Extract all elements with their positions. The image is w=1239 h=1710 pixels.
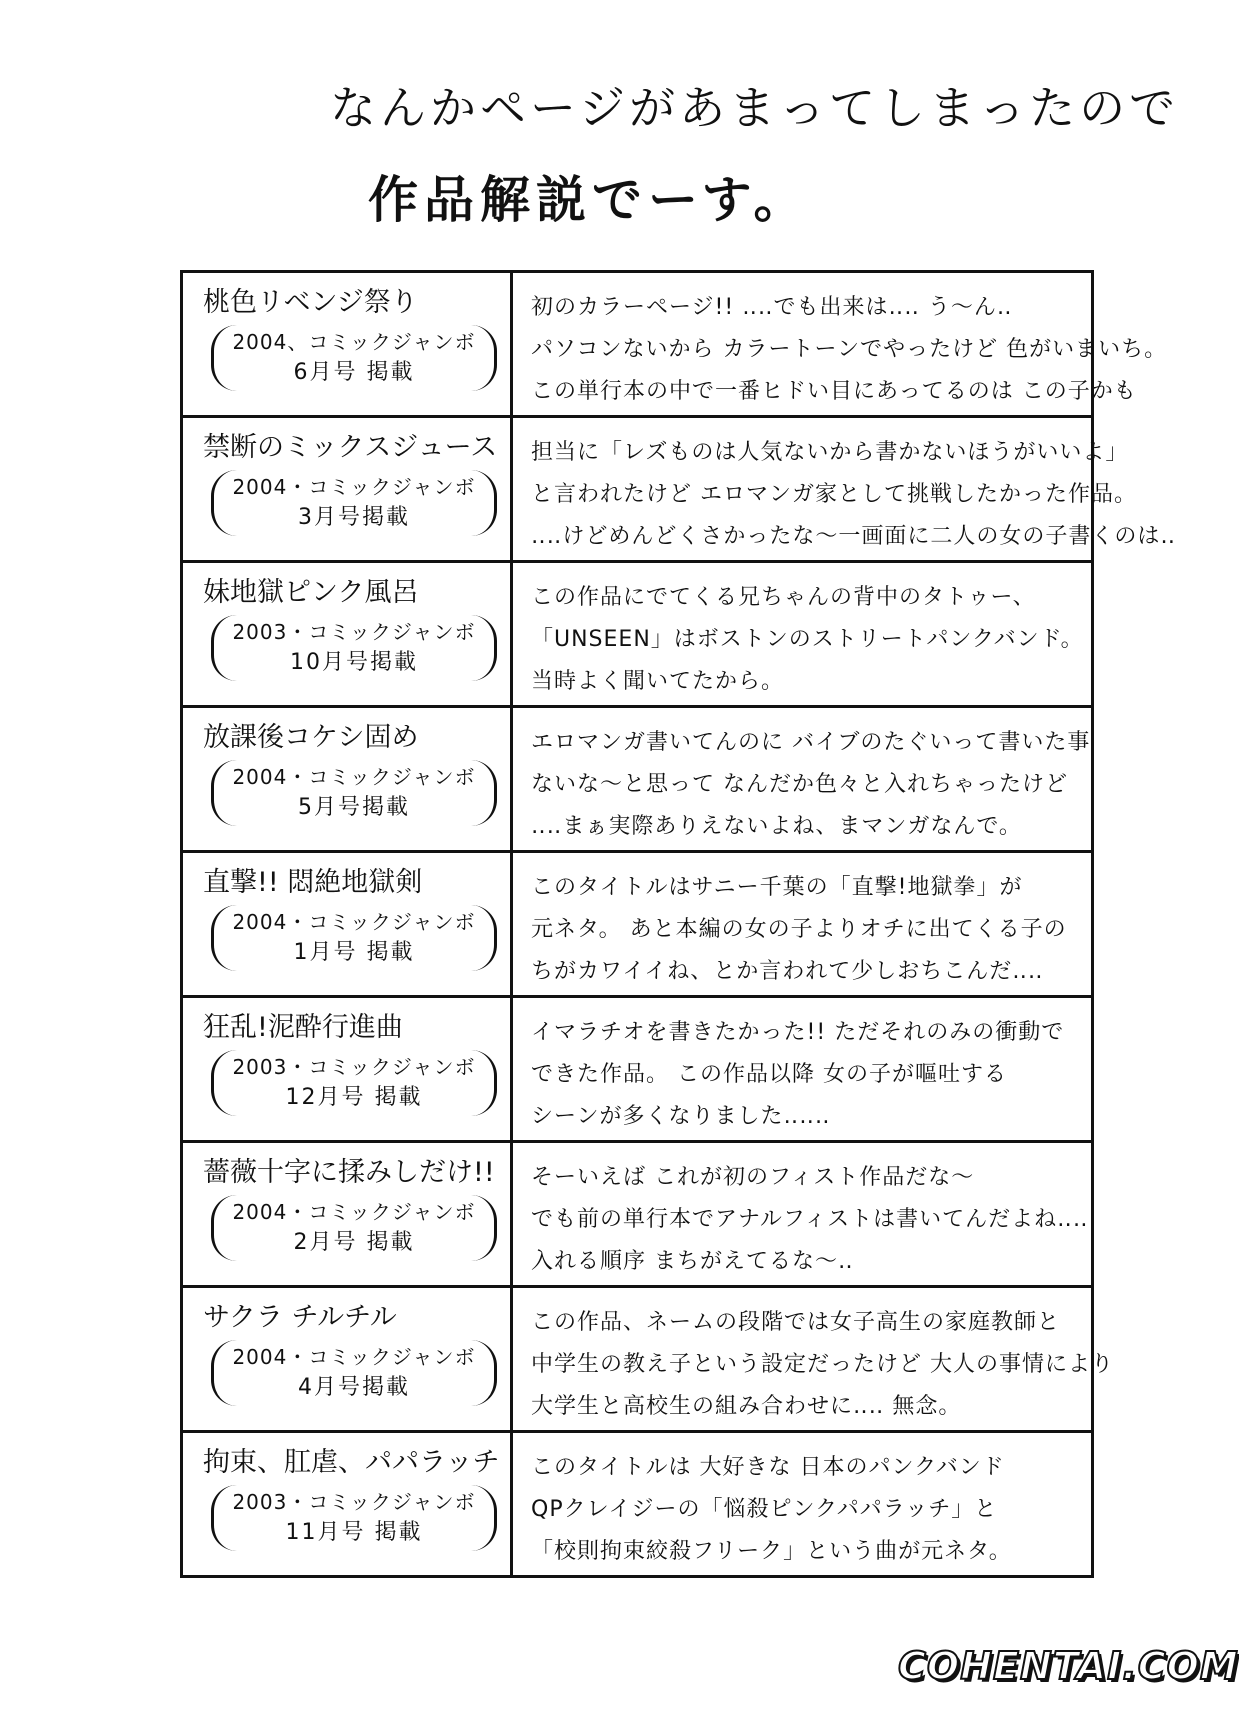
work-info-cell xyxy=(182,1432,512,1577)
work-row xyxy=(182,562,1093,707)
publication-info xyxy=(211,760,497,826)
comment-line: 担当に「レズものは人気ないから書かないほうがいいよ」 xyxy=(531,440,1129,465)
publication-info xyxy=(211,325,497,391)
publication-info xyxy=(211,1340,497,1406)
comment-line: ないな〜と思って なんだか色々と入れちゃったけど xyxy=(531,772,1068,797)
work-comment-cell xyxy=(512,272,1168,417)
comment-line: と言われたけど エロマンガ家として挑戦したかった作品。 xyxy=(531,482,1137,507)
publication-name: 2004、コミックジャンボ xyxy=(232,330,476,354)
heading-line-2: 作品解説でーす。 xyxy=(368,171,810,229)
work-title: サクラ チルチル xyxy=(203,1302,397,1333)
publication-name: 2004・コミックジャンボ xyxy=(232,765,476,789)
publication-info xyxy=(211,615,497,681)
comment-line: 「校則拘束絞殺フリーク」という曲が元ネタ。 xyxy=(531,1539,1012,1564)
work-title: 禁断のミックスジュース xyxy=(203,432,498,463)
work-comment-cell xyxy=(512,1287,1114,1432)
publication-name: 2003・コミックジャンボ xyxy=(232,1490,476,1514)
issue-label: 1月号 掲載 xyxy=(293,940,415,965)
publication-name: 2003・コミックジャンボ xyxy=(232,1055,476,1079)
work-info-cell xyxy=(182,1287,512,1432)
works-commentary-table xyxy=(180,270,1177,1578)
comment-line: このタイトルは 大好きな 日本のパンクバンド xyxy=(531,1455,1005,1480)
work-info-cell xyxy=(182,1142,512,1287)
work-title: 狂乱!泥酔行進曲 xyxy=(203,1012,403,1043)
comment-line: できた作品。 この作品以降 女の子が嘔吐する xyxy=(531,1062,1007,1087)
work-comment-cell xyxy=(512,852,1093,997)
work-row xyxy=(182,707,1093,852)
comment-line: 入れる順序 まちがえてるな〜‥ xyxy=(531,1249,854,1274)
work-comment-cell xyxy=(512,707,1093,852)
work-row xyxy=(182,1142,1093,1287)
work-info-cell xyxy=(182,852,512,997)
comment-line: パソコンないから カラートーンでやったけど 色がいまいち。 xyxy=(531,337,1168,362)
issue-label: 6月号 掲載 xyxy=(293,360,415,385)
work-title: 妹地獄ピンク風呂 xyxy=(203,577,419,608)
work-title: 拘束、肛虐、パパラッチ xyxy=(203,1447,500,1478)
comment-line: 中学生の教え子という設定だったけど 大人の事情により xyxy=(531,1352,1114,1377)
work-comment-cell xyxy=(512,562,1093,707)
site-watermark: COHENTAI.COM xyxy=(898,1644,1239,1688)
work-info-cell xyxy=(182,417,512,562)
work-row xyxy=(182,417,1093,562)
work-comment-cell xyxy=(512,1142,1093,1287)
publication-info xyxy=(211,1195,497,1261)
issue-label: 10月号掲載 xyxy=(290,650,418,675)
work-comment-cell xyxy=(512,1432,1093,1577)
issue-label: 5月号掲載 xyxy=(298,795,410,820)
publication-info xyxy=(211,1050,497,1116)
comment-line: イマラチオを書きたかった!! ただそれのみの衝動で xyxy=(531,1020,1065,1045)
comment-line: 当時よく聞いてたから。 xyxy=(531,669,785,694)
comment-line: シーンが多くなりました‥‥‥ xyxy=(531,1104,831,1129)
work-comment-cell xyxy=(512,417,1177,562)
comment-line: この作品、ネームの段階では女子高生の家庭教師と xyxy=(531,1310,1061,1335)
comment-line: QPクレイジーの「悩殺ピンクパパラッチ」と xyxy=(531,1497,998,1522)
publication-name: 2004・コミックジャンボ xyxy=(232,475,476,499)
comment-line: ‥‥まぁ実際ありえないよね、まマンガなんで。 xyxy=(531,814,1022,839)
comment-line: そーいえば これが初のフィスト作品だな〜 xyxy=(531,1165,975,1190)
comment-line: 元ネタ。 あと本編の女の子よりオチに出てくる子の xyxy=(531,917,1067,942)
publication-info xyxy=(211,470,497,536)
work-row xyxy=(182,1287,1093,1432)
comment-line: このタイトルはサニー千葉の「直撃!地獄拳」が xyxy=(531,875,1023,900)
work-title: 放課後コケシ固め xyxy=(203,722,419,753)
work-row xyxy=(182,272,1093,417)
publication-info xyxy=(211,1485,497,1551)
work-info-cell xyxy=(182,272,512,417)
issue-label: 3月号掲載 xyxy=(298,505,410,530)
work-info-cell xyxy=(182,562,512,707)
comment-line: 初のカラーページ!! ‥‥でも出来は‥‥ う〜ん‥ xyxy=(531,295,1013,320)
comment-line: ‥‥けどめんどくさかったな〜一画面に二人の女の子書くのは‥ xyxy=(531,524,1177,549)
publication-name: 2004・コミックジャンボ xyxy=(232,1200,476,1224)
comment-line: ちがカワイイね、とか言われて少しおちこんだ‥‥ xyxy=(531,959,1044,984)
work-info-cell xyxy=(182,997,512,1142)
issue-label: 2月号 掲載 xyxy=(293,1230,415,1255)
issue-label: 12月号 掲載 xyxy=(285,1085,423,1110)
heading-line-1: なんかページがあまってしまったので xyxy=(330,81,1180,135)
publication-name: 2004・コミックジャンボ xyxy=(232,1345,476,1369)
issue-label: 4月号掲載 xyxy=(298,1375,410,1400)
comment-line: でも前の単行本でアナルフィストは書いてんだよね‥‥ xyxy=(531,1207,1089,1232)
work-comment-cell xyxy=(512,997,1093,1142)
work-title: 薔薇十字に揉みしだけ!! xyxy=(203,1157,495,1188)
comment-line: 大学生と高校生の組み合わせに‥‥ 無念。 xyxy=(531,1394,962,1419)
comment-line: エロマンガ書いてんのに バイブのたぐいって書いた事 xyxy=(531,730,1091,755)
comment-line: 「UNSEEN」はボストンのストリートパンクバンド。 xyxy=(531,627,1084,652)
work-row xyxy=(182,997,1093,1142)
publication-name: 2003・コミックジャンボ xyxy=(232,620,476,644)
work-title: 直撃!! 悶絶地獄剣 xyxy=(203,867,423,898)
issue-label: 11月号 掲載 xyxy=(285,1520,423,1545)
comment-line: この作品にでてくる兄ちゃんの背中のタトゥー、 xyxy=(531,585,1036,610)
work-title: 桃色リベンジ祭り xyxy=(203,287,418,318)
work-info-cell xyxy=(182,707,512,852)
work-row xyxy=(182,1432,1093,1577)
publication-info xyxy=(211,905,497,971)
publication-name: 2004・コミックジャンボ xyxy=(232,910,476,934)
work-row xyxy=(182,852,1093,997)
comment-line: この単行本の中で一番ヒドい目にあってるのは この子かも xyxy=(531,379,1137,404)
